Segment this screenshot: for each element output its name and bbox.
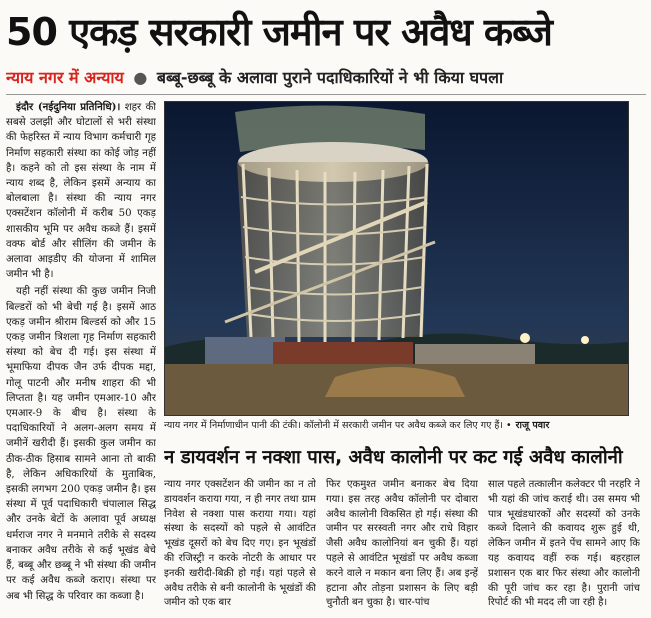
sub-column-2 — [326, 478, 478, 613]
photo-caption — [164, 416, 634, 436]
sub-column-3 — [488, 478, 640, 613]
lead-paragraph-1: शहर की सबसे उलझी और घोटालों से भरी संस्था की फेहरिस्त में न्याय विभाग कर्मचारी गृह निर्माण सहकारी संस्था का कोई जोड़ नहीं है। कहने को तो इस संस्था के नाम में न्याय शब्द है, लेकिन इसमें अन्याय का बोलबाला है। संस्था की न्याय नगर एक्सटेंशन कॉलोनी में करीब 50 एकड़ शासकीय भूमि पर अवैध कब्जे हैं। इसमें वक्फ बोर्ड और सीलिंग की जमीन के अलावा आइडीए की योजना में शामिल जमीन भी है। — [6, 102, 156, 281]
subheadline-row — [6, 64, 646, 95]
bullet-icon: ● — [133, 68, 148, 87]
lead-article — [6, 100, 156, 610]
sub-headline: न डायवर्शन न नक्शा पास, अवैध कालोनी पर कट गई अवैध कालोनी — [164, 447, 623, 468]
sub-paragraph-1: न्याय नगर एक्सटेंशन की जमीन का न तो डायवर्शन कराया गया, न ही नगर तथा ग्राम निवेश से नक्शा पास कराया गया। यहां संस्था के सदस्यों को पहले से आवंटित भूखंड दूसरों को बेच दिए गए। इन भूखंडों की रजिस्ट्री न करके नोटरी के आधार पर इनकी खरीदी-बिक्री हो गई। यहां पहले से अवैध तरीके से बनी कालोनी के भूखंडों की जमीन को एक बार — [164, 479, 316, 609]
water-tank-illustration — [165, 102, 628, 415]
caption-text: न्याय नगर में निर्माणाधीन पानी की टंकी। कॉलोनी में सरकारी जमीन पर अवैध कब्जे कर लिए गए हैं। • — [164, 420, 512, 431]
water-tank-photo — [164, 101, 629, 416]
dateline: इंदौर (नईदुनिया प्रतिनिधि)। — [16, 101, 121, 113]
headline: 50 एकड़ सरकारी जमीन पर अवैध कब्जे — [6, 10, 552, 54]
sub-paragraph-3: साल पहले तत्कालीन कलेक्टर पी नरहरि ने भी यहां की जांच कराई थी। उस समय भी पात्र भूखंडधारकों और सदस्यों को उनके कब्जे दिलाने की कवायद शुरू हुई थी, लेकिन जमीन में इतने पेंच सामने आए कि यह कवायद वहीं रुक गई। बहरहाल प्रशासन एक बार फिर संस्था और कालोनी की पूरी जांच कर रहा है। पुरानी जांच रिपोर्ट की भी मदद ली जा रही है। — [488, 479, 640, 609]
sub-paragraph-2: फिर एकमुश्त जमीन बनाकर बेच दिया गया। इस तरह अवैध कॉलोनी पर दोबारा अवैध कालोनी विकसित हो गई। संस्था की जमीन पर सरस्वती नगर और राधे विहार जैसी अवैध कालोनियां बन चुकी हैं। यहां पहले से आवंटित भूखंडों पर अवैध कब्जा करने वाले न मकान बना लिए हैं। अब इन्हें हटाना और तोड़ना प्रशासन के लिए बड़ी चुनौती बन चुका है। चार-पांच — [326, 479, 478, 609]
photo-credit: राजू पवार — [515, 420, 550, 431]
kicker: न्याय नगर में अन्याय — [6, 68, 124, 87]
deck: बब्बू-छब्बू के अलावा पुराने पदाधिकारियों ने भी किया घपला — [156, 68, 504, 87]
sub-column-1 — [164, 478, 316, 613]
lead-paragraph-2: यही नहीं संस्था की कुछ जमीन निजी बिल्डरों को भी बेची गई है। इसमें आठ एकड़ जमीन श्रीराम बिल्डर्स को और 15 एकड़ जमीन त्रिशला गृह निर्माण सहकारी संस्था को बेच दी गई। इस संस्था में भूमाफिया दीपक जैन उर्फ दीपक मद्दा, गोलू पाटनी और मनीष शाहरा की भी लिप्तता है। यह जमीन एमआर-10 और एमआर-9 के बीच है। संस्था के पदाधिकारियों ने अलग-अलग समय में जमीनें खरीदी हैं। इसकी कुल जमीन का ठीक-ठीक हिसाब सामने आना तो बाकी है, लेकिन अधिकारियों के मुताबिक, इसकी लगभग 200 एकड़ जमीन है। इस संस्था में पूर्व पदाधिकारी चंपालाल सिद्ध और उनके बेटों के अलावा पूर्व अध्यक्ष धर्मराज नगर ने मनमाने तरीके से सदस्य बनाकर अवैध तरीके से कई भूखंड बेचे हैं, बब्बू और छब्बू ने भी संस्था की जमीन पर कई अवैध कब्जे कराए। संस्था पर अब भी सिद्ध के परिवार का कब्जा है। — [6, 286, 156, 602]
sub-article — [164, 478, 646, 613]
